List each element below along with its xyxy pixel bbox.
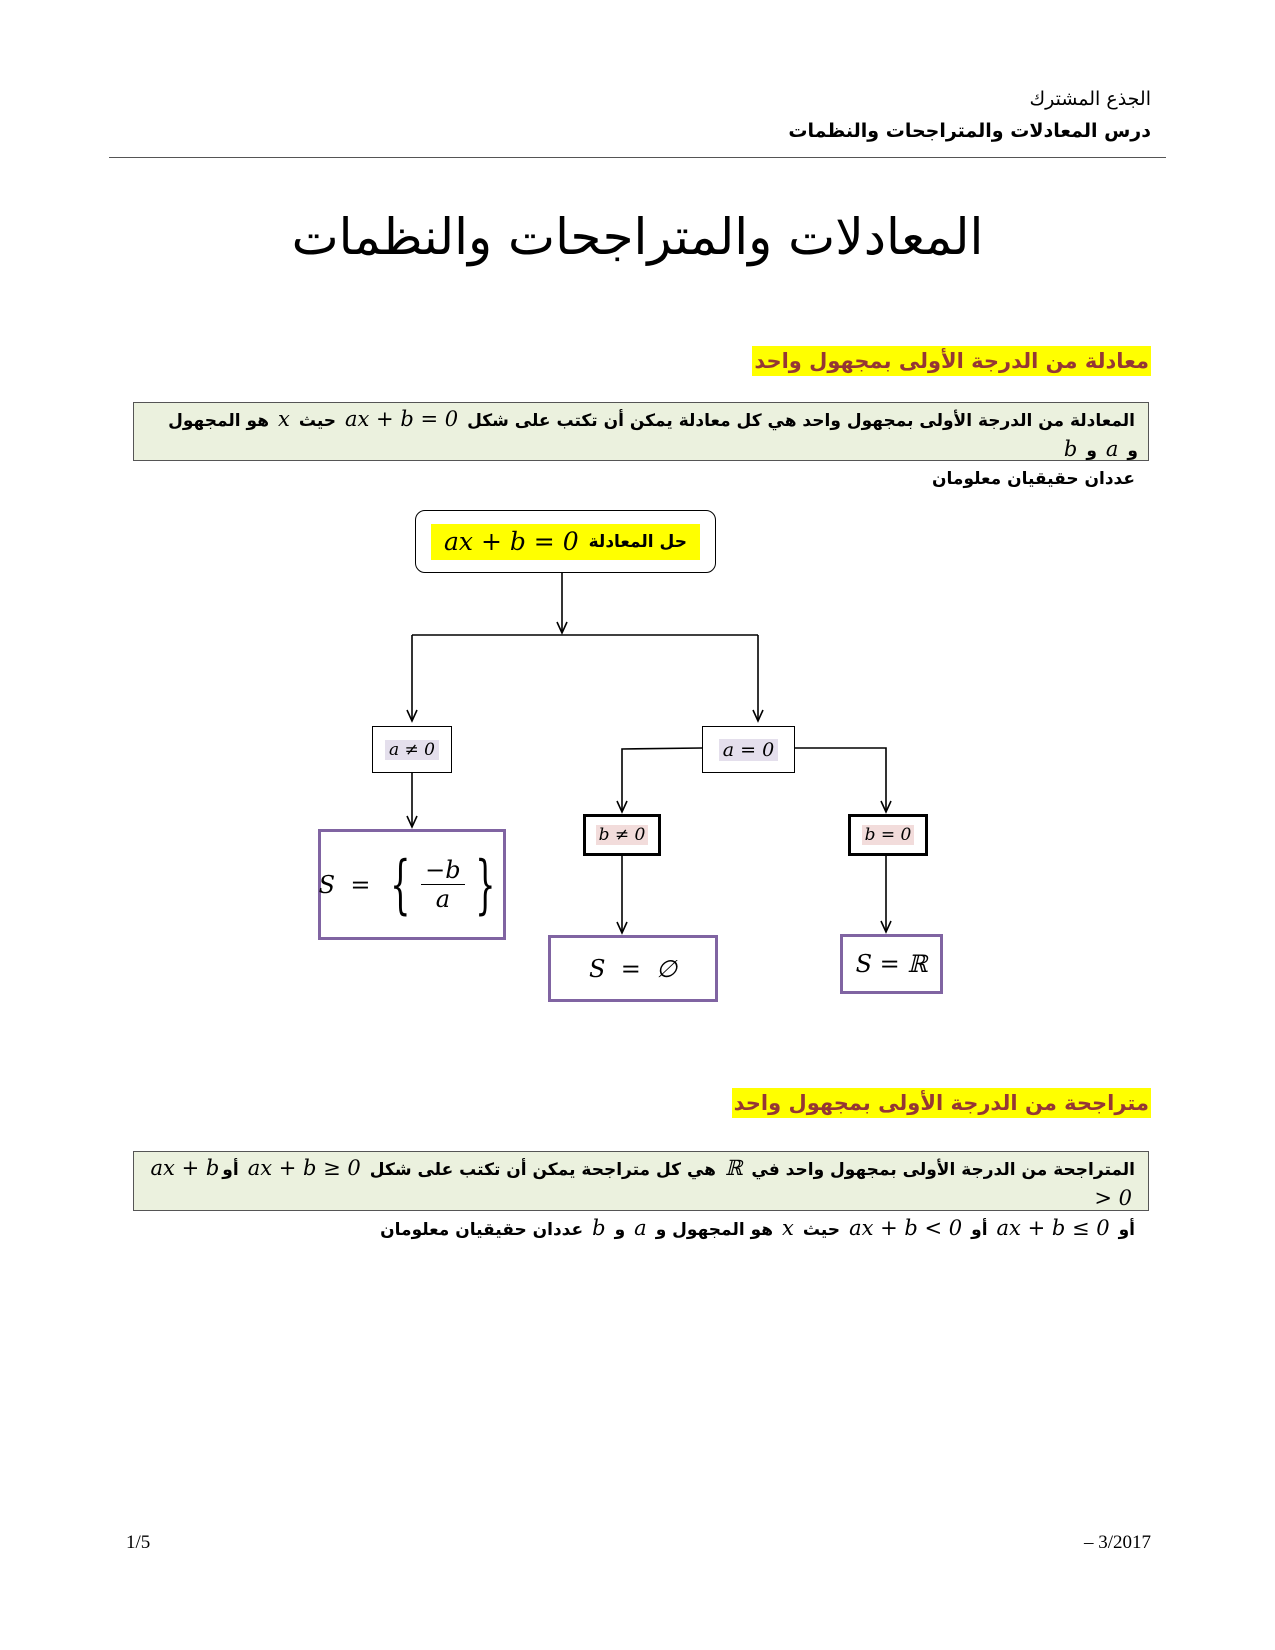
flowchart-root-box: [415, 510, 716, 573]
definition-text: المعادلة من الدرجة الأولى بمجهول واحد هي كل معادلة يمكن أن تكتب على شكل: [467, 411, 1135, 431]
solution-lhs: S =: [318, 870, 371, 899]
definition-text: حيث: [802, 1220, 841, 1240]
math-expression: b: [592, 1216, 606, 1240]
solution-reals: S = ℝ: [855, 950, 928, 978]
definition-text: و: [1086, 441, 1097, 461]
math-expression: x: [782, 1216, 794, 1240]
case-a-nonzero-box: [372, 726, 452, 773]
definition-line: [144, 1154, 1138, 1214]
case-b-zero: b = 0: [862, 825, 915, 845]
case-b-zero-box: [848, 814, 928, 856]
solution-empty: S = ∅: [589, 954, 677, 983]
math-expression: ax + b > 0: [150, 1156, 1132, 1210]
header-lesson: درس المعادلات والمتراجحات والنظمات: [788, 120, 1151, 142]
math-expression: ax + b = 0: [345, 407, 459, 431]
arrow-to-b-nonzero: [622, 748, 702, 811]
inequality-definition-box: [133, 1151, 1149, 1240]
math-expression: ax + b < 0: [849, 1216, 963, 1240]
definition-text: أو: [222, 1160, 239, 1180]
case-a-zero: a = 0: [719, 739, 778, 761]
math-expression: ax + b ≤ 0: [996, 1216, 1110, 1240]
definition-text: حيث: [298, 411, 337, 431]
section-heading-equation: معادلة من الدرجة الأولى بمجهول واحد: [752, 346, 1151, 376]
solution-reals-box: [840, 934, 943, 994]
right-brace: }: [474, 847, 496, 922]
solution-a-nonzero-box: [318, 829, 506, 940]
math-expression: ℝ: [724, 1156, 743, 1180]
math-expression: a: [634, 1216, 647, 1240]
definition-text: أو: [971, 1220, 988, 1240]
definition-text: المتراجحة من الدرجة الأولى بمجهول واحد في: [751, 1160, 1135, 1180]
definition-text: هي كل متراجحة يمكن أن تكتب على شكل: [369, 1160, 716, 1180]
case-b-nonzero: b ≠ 0: [596, 825, 649, 845]
definition-text: عددان حقيقيان معلومان: [932, 469, 1135, 489]
math-expression: b: [1063, 437, 1078, 461]
page-number: 1/5: [126, 1532, 151, 1553]
left-brace: {: [390, 847, 411, 922]
math-expression: ax + b ≥ 0: [247, 1156, 361, 1180]
definition-text: عددان حقيقيان معلومان: [380, 1220, 584, 1240]
page-title: المعادلات والمتراجحات والنظمات: [291, 208, 984, 266]
fraction-numerator: −b: [421, 856, 464, 885]
footer-date: – 3/2017: [1083, 1532, 1151, 1553]
definition-line: [144, 1214, 1138, 1244]
fraction-denominator: a: [435, 885, 451, 913]
case-a-nonzero: a ≠ 0: [385, 740, 439, 760]
fraction: [421, 856, 464, 913]
root-label: حل المعادلة: [588, 531, 687, 552]
case-b-nonzero-box: [583, 814, 661, 856]
math-expression: a: [1105, 437, 1119, 461]
definition-text: أو: [1118, 1220, 1135, 1240]
section-heading-inequality: متراجحة من الدرجة الأولى بمجهول واحد: [732, 1088, 1151, 1118]
definition-text: هو المجهول و: [168, 411, 1138, 461]
solution-empty-box: [548, 935, 718, 1002]
definition-text: و: [614, 1220, 626, 1240]
definition-text: هو المجهول و: [655, 1220, 774, 1240]
math-expression: x: [277, 407, 290, 431]
root-equation: ax + b = 0: [444, 527, 579, 556]
header-level: الجذع المشترك: [1029, 88, 1151, 110]
arrow-to-b-zero: [795, 748, 886, 811]
case-a-zero-box: [702, 726, 795, 773]
